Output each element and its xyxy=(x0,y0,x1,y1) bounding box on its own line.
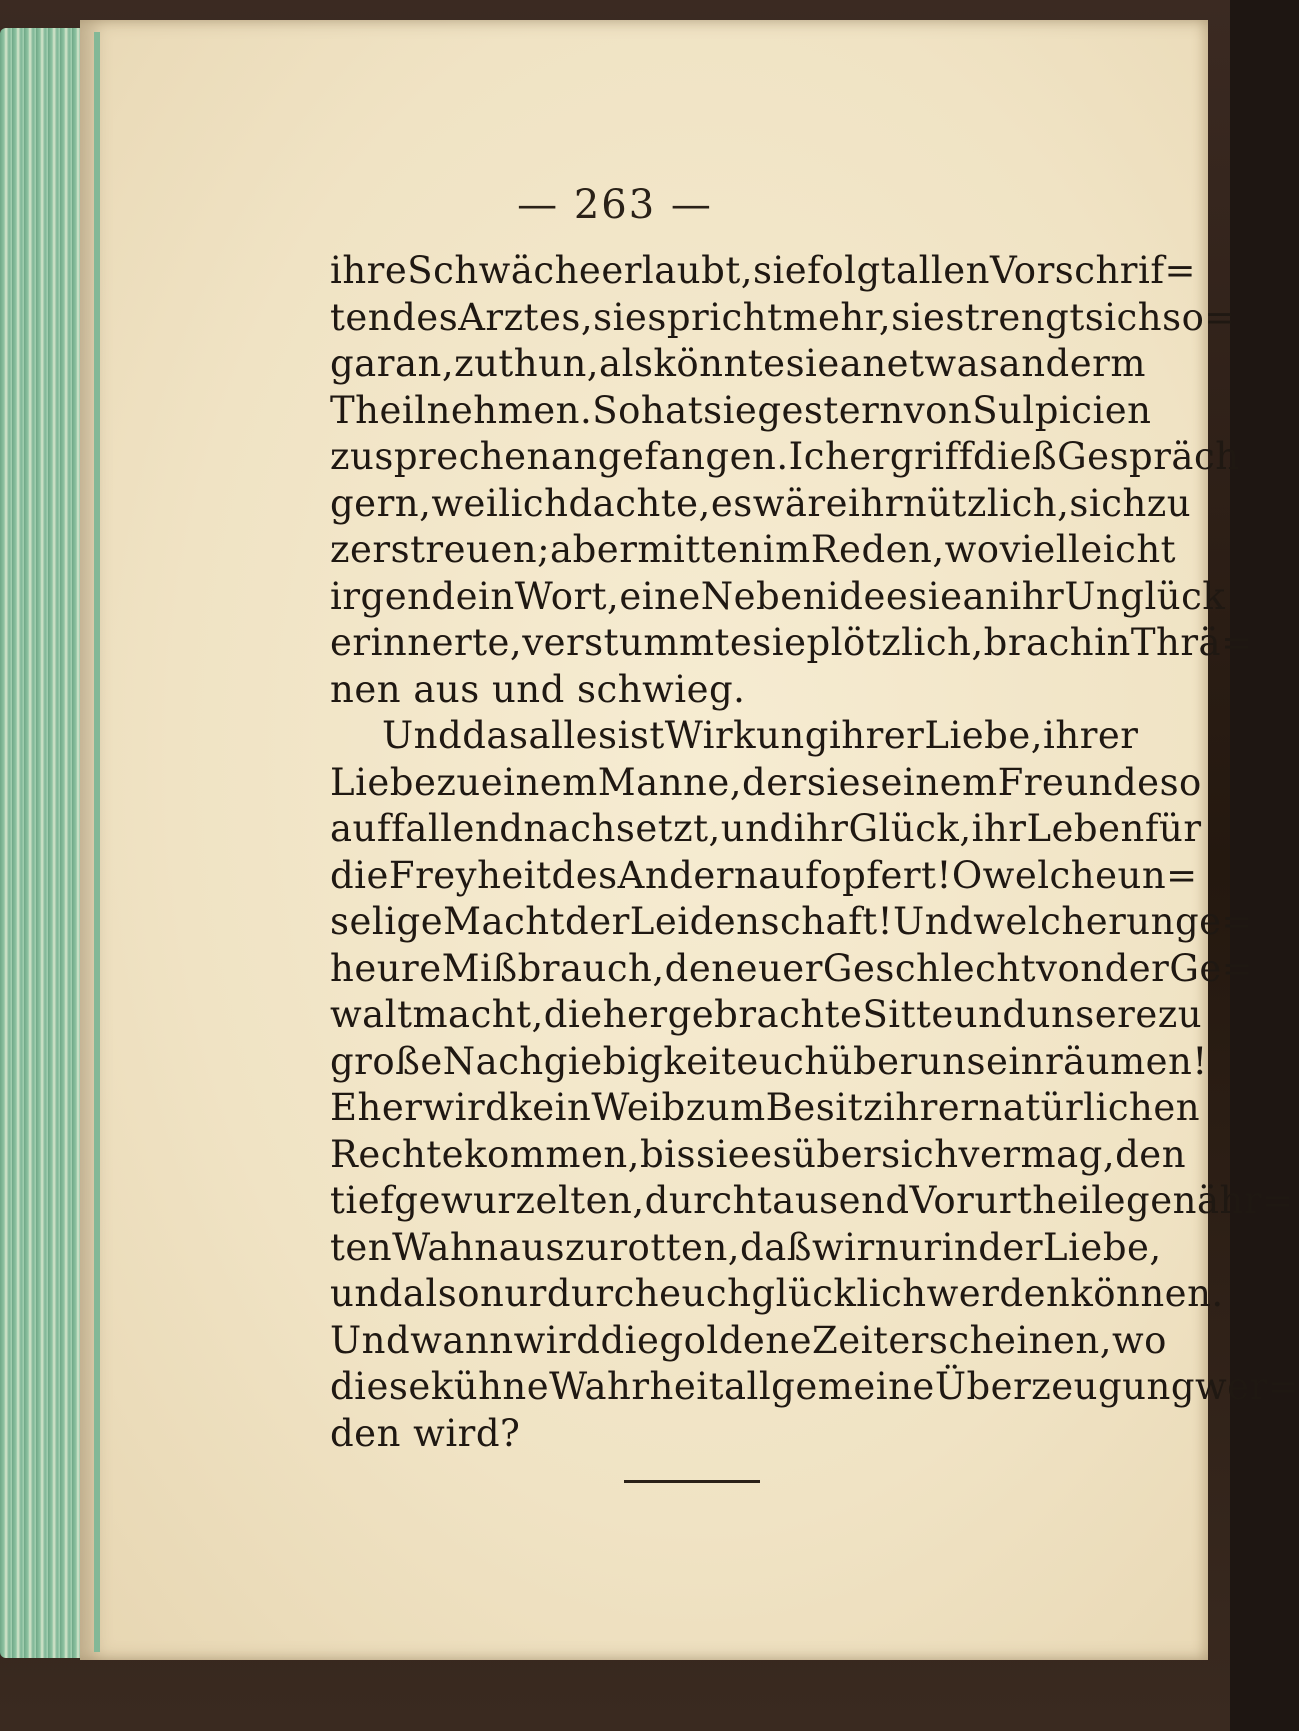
text-line: Rechte kommen, bis sie es über sich vermag, den xyxy=(330,1132,1187,1176)
text-line: zu sprechen angefangen. Ich ergriff dieß Gespräch xyxy=(330,435,1240,478)
text-line: walt macht, die hergebrachte Sitte und unsere zu xyxy=(330,993,1203,1036)
closing-rule xyxy=(624,1480,760,1483)
text-line: ten des Arztes, sie spricht mehr, sie strengt sich so= xyxy=(330,295,1236,339)
text-line: erinnerte, verstummte sie plötzlich, brach in Thrä= xyxy=(330,621,1253,664)
paragraph-end-line: den wird? xyxy=(330,1411,521,1455)
text-line: auffallend nachsetzt, und ihr Glück, ihr Leben für xyxy=(330,807,1202,850)
text-line: und also nur durch euch glücklich werden können. xyxy=(330,1272,1224,1315)
text-line: Eher wird kein Weib zum Besitz ihrer natürlichen xyxy=(330,1086,1201,1129)
paragraph-start-line: Und das alles ist Wirkung ihrer Liebe, ihrer xyxy=(382,714,1139,757)
text-line: die Freyheit des Andern aufopfert! O welche un= xyxy=(330,853,1198,897)
text-line: selige Macht der Leidenschaft! Und welcher unge= xyxy=(330,900,1254,943)
text-line: Und wann wird die goldene Zeit erscheinen, wo xyxy=(330,1318,1167,1362)
text-line: diese kühne Wahrheit allgemeine Überzeugung wer= xyxy=(330,1365,1299,1408)
text-line: große Nachgiebigkeit euch über uns einräumen! xyxy=(330,1039,1208,1083)
paragraph-end-line: nen aus und schwieg. xyxy=(330,667,746,711)
text-line: tiefgewurzelten, durch tausend Vorurtheile genähr= xyxy=(330,1179,1294,1222)
page-body-text xyxy=(330,248,1299,1457)
text-line: zerstreuen; aber mitten im Reden, wo vielleicht xyxy=(330,528,1177,571)
page-gutter-edge xyxy=(94,32,100,1652)
text-line: ihre Schwäche erlaubt, sie folgt allen Vorschrif= xyxy=(330,249,1197,292)
text-line: gar an, zu thun, als könnte sie an etwas anderm xyxy=(330,342,1146,385)
text-line: Liebe zu einem Manne, der sie seinem Freunde so xyxy=(330,760,1202,804)
text-line: Theil nehmen. So hat sie gestern von Sulpicien xyxy=(330,388,1152,432)
page-number-header: — 263 — xyxy=(517,182,713,228)
text-line: heure Mißbrauch, den euer Geschlecht von der Ge= xyxy=(330,946,1254,990)
text-line: irgend ein Wort, eine Nebenidee sie an ihr Unglück xyxy=(330,574,1226,618)
text-line: gern, weil ich dachte, es wäre ihr nützlich, sich zu xyxy=(330,481,1192,525)
text-line: ten Wahn auszurotten, daß wir nur in der Liebe, xyxy=(330,1225,1162,1269)
